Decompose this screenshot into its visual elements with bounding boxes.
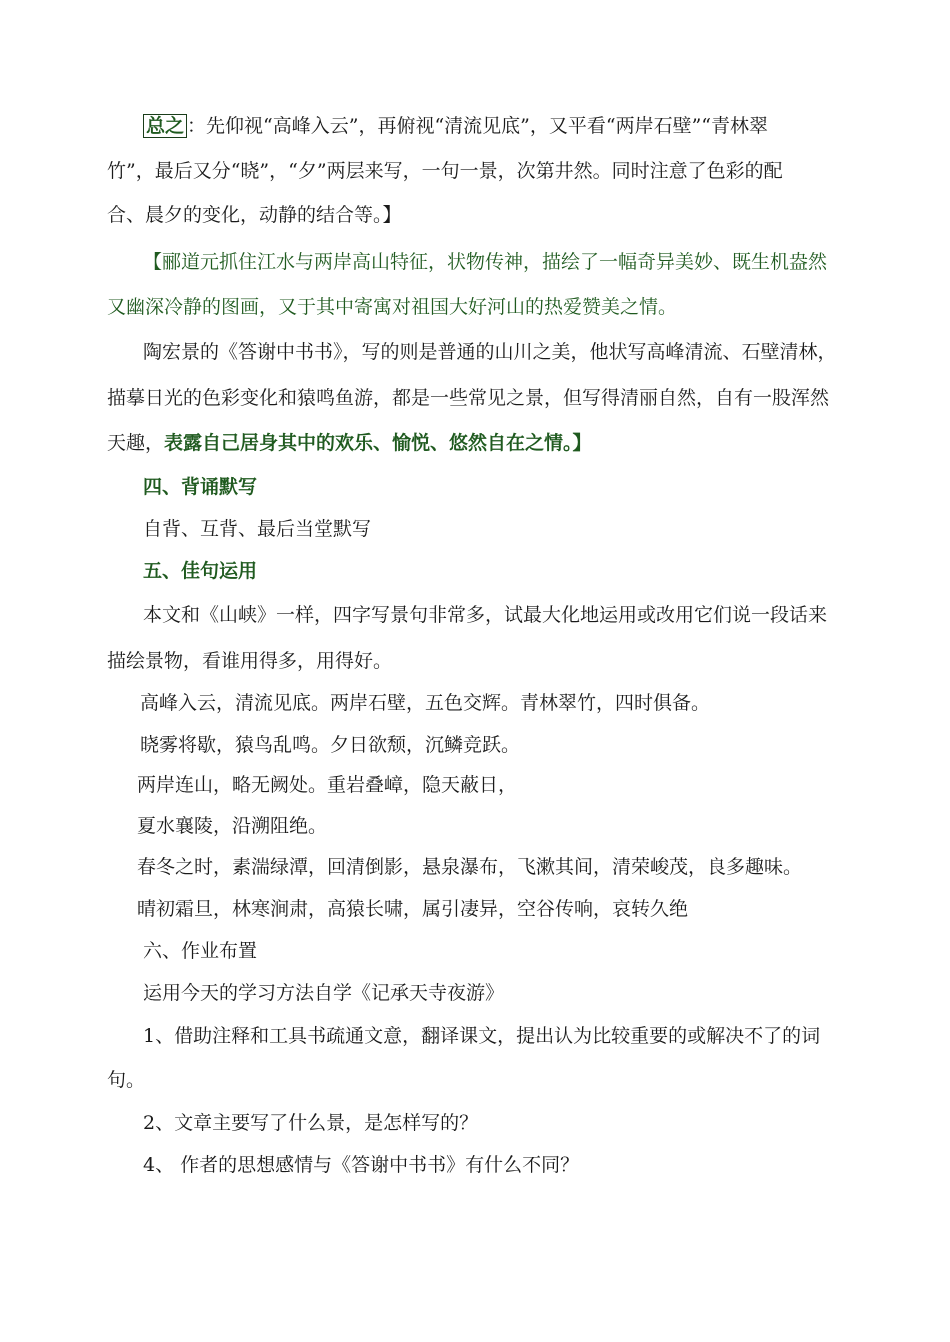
task-2: 2、文章主要写了什么景，是怎样写的？: [143, 1112, 479, 1134]
comment-line-5-bold: 表露自己居身其中的欢乐、愉悦、悠然自在之情。】: [164, 432, 592, 454]
comment-line-1: 【郦道元抓住江水与两岸高山特征，状物传神，描绘了一幅奇异美妙、既生机盎然: [143, 251, 828, 273]
comment-line-5-plain: 天趣，: [107, 432, 165, 454]
section-4-heading: 四、背诵默写: [143, 476, 258, 498]
section-5-intro-1: 本文和《山峡》一样，四字写景句非常多，试最大化地运用或改用它们说一段话来: [143, 604, 828, 626]
task-1-line-2: 句。: [107, 1069, 146, 1091]
summary-line-1-text: ：先仰视“高峰入云”，再俯视“清流见底”，又平看“两岸石壁”“青林翠: [187, 115, 769, 137]
phrase-line-3: 两岸连山，略无阙处。重岩叠嶂，隐天蔽日，: [137, 774, 518, 796]
phrase-line-6: 晴初霜旦，林寒涧肃，高猿长啸，属引凄异，空谷传响，哀转久绝: [137, 898, 689, 920]
summary-line-2: 竹”，最后又分“晓”，“夕”两层来写，一句一景，次第井然。同时注意了色彩的配: [107, 160, 783, 182]
section-6-intro: 运用今天的学习方法自学《记承天寺夜游》: [143, 982, 505, 1004]
comment-line-2: 又幽深冷静的图画，又于其中寄寓对祖国大好河山的热爱赞美之情。: [107, 296, 678, 318]
summary-line-1: [143, 113, 768, 139]
comment-line-4: 描摹日光的色彩变化和猿鸣鱼游，都是一些常见之景，但写得清丽自然，自有一股浑然: [107, 387, 830, 409]
section-5-intro-2: 描绘景物，看谁用得多，用得好。: [107, 650, 393, 672]
task-4: 4、 作者的思想感情与《答谢中书书》有什么不同？: [143, 1154, 580, 1176]
section-4-text: 自背、互背、最后当堂默写: [143, 518, 372, 540]
summary-line-3: 合、晨夕的变化，动静的结合等。】: [107, 204, 402, 226]
section-5-heading: 五、佳句运用: [143, 560, 258, 582]
task-1-line-1: 1、借助注释和工具书疏通文意，翻译课文，提出认为比较重要的或解决不了的词: [143, 1025, 821, 1047]
section-6-heading: 六、作业布置: [143, 940, 258, 962]
phrase-line-1: 高峰入云，清流见底。两岸石壁，五色交辉。青林翠竹，四时俱备。: [140, 692, 711, 714]
phrase-line-2: 晓雾将歇，猿鸟乱鸣。夕日欲颓，沉鳞竞跃。: [140, 734, 521, 756]
comment-line-3: 陶宏景的《答谢中书书》，写的则是普通的山川之美，他状写高峰清流、石壁清林，: [143, 341, 837, 363]
summary-label: 总之: [143, 114, 187, 138]
comment-line-5: [107, 430, 592, 456]
phrase-line-5: 春冬之时，素湍绿潭，回清倒影，悬泉瀑布，飞漱其间，清荣峻茂，良多趣味。: [137, 856, 803, 878]
phrase-line-4: 夏水襄陵，沿溯阻绝。: [137, 815, 328, 837]
